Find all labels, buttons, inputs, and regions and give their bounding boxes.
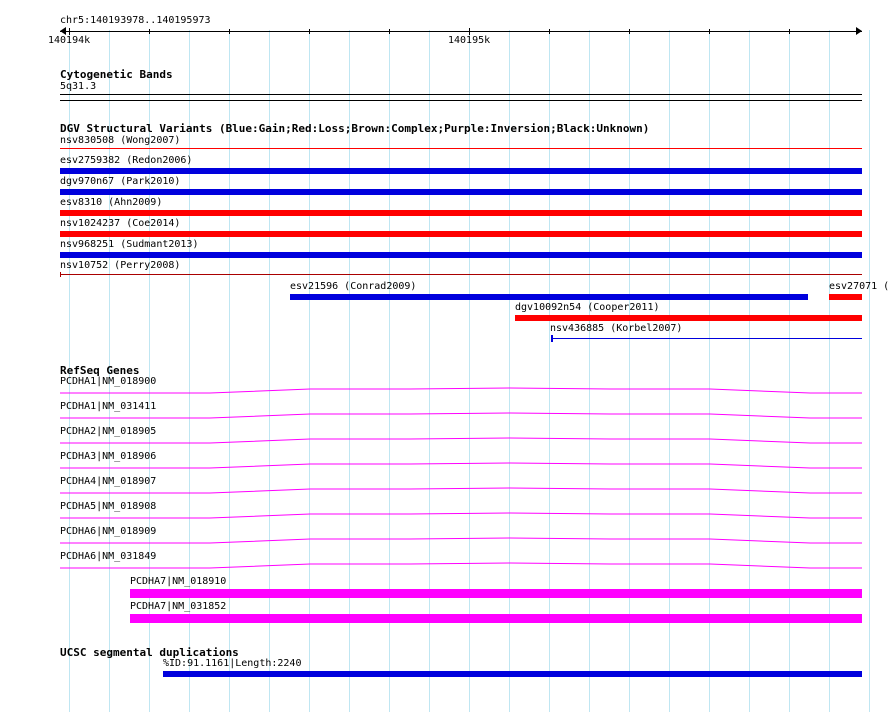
gene-intron-line[interactable] [60, 534, 862, 546]
cytoband-feature-top[interactable] [60, 94, 862, 95]
dgv-loss-feature[interactable] [60, 274, 862, 275]
dgv-loss-feature[interactable] [60, 148, 862, 149]
ruler-minor-tick [389, 29, 390, 34]
gene-intron-line[interactable] [60, 409, 862, 421]
dgv-gain-feature[interactable] [60, 189, 862, 195]
dgv-gain-feature[interactable] [551, 338, 862, 339]
dgv-feature-label: nsv968251 (Sudmant2013) [60, 239, 199, 250]
gene-label: PCDHA6|NM_031849 [60, 551, 157, 562]
gene-label: PCDHA2|NM_018905 [60, 426, 157, 437]
ruler-location: chr5:140193978..140195973 [60, 15, 211, 26]
cytobands-track-title: Cytogenetic Bands [60, 68, 173, 81]
dgv-loss-feature[interactable] [60, 231, 862, 237]
gene-intron-line[interactable] [60, 384, 862, 396]
ruler-mid-label: 140195k [448, 35, 491, 46]
grid-line [709, 30, 710, 712]
gene-label: PCDHA7|NM_031852 [130, 601, 227, 612]
ruler-major-tick [69, 28, 70, 35]
ruler-minor-tick [309, 29, 310, 34]
cytoband-label: 5q31.3 [60, 81, 97, 92]
gene-label: PCDHA6|NM_018909 [60, 526, 157, 537]
dgv-gain-feature[interactable] [60, 168, 862, 174]
dgv-feature-label: esv21596 (Conrad2009) [290, 281, 417, 292]
cytoband-feature-bottom[interactable] [60, 100, 862, 101]
dgv-feature-label: dgv970n67 (Park2010) [60, 176, 181, 187]
segdup-feature[interactable] [163, 671, 862, 677]
segdups-track-title: UCSC segmental duplications [60, 646, 239, 659]
ruler-line[interactable] [60, 31, 862, 32]
gene-intron-line[interactable] [60, 434, 862, 446]
ruler-minor-tick [149, 29, 150, 34]
dgv-feature-label: dgv10092n54 (Cooper2011) [515, 302, 660, 313]
gene-label: PCDHA7|NM_018910 [130, 576, 227, 587]
dgv-feature-label: esv8310 (Ahn2009) [60, 197, 163, 208]
grid-line [669, 30, 670, 712]
gene-label: PCDHA5|NM_018908 [60, 501, 157, 512]
gene-label: PCDHA1|NM_031411 [60, 401, 157, 412]
dgv-feature-endcap [60, 272, 61, 277]
gene-label: PCDHA1|NM_018900 [60, 376, 157, 387]
ruler-minor-tick [709, 29, 710, 34]
dgv-gain-feature[interactable] [60, 252, 862, 258]
ruler-minor-tick [229, 29, 230, 34]
dgv-feature-label: nsv1024237 (Coe2014) [60, 218, 181, 229]
ruler-major-tick [469, 28, 470, 35]
dgv-feature-label: nsv10752 (Perry2008) [60, 260, 181, 271]
refseq-track-title: RefSeq Genes [60, 364, 140, 377]
gene-intron-line[interactable] [60, 509, 862, 521]
gene-exon-block[interactable] [130, 589, 862, 598]
dgv-feature-label: esv27071 ( [829, 281, 890, 292]
grid-line [789, 30, 790, 712]
ruler-minor-tick [629, 29, 630, 34]
gene-intron-line[interactable] [60, 484, 862, 496]
ruler-right-arrow-icon[interactable] [856, 27, 862, 35]
gene-label: PCDHA3|NM_018906 [60, 451, 157, 462]
dgv-loss-feature[interactable] [515, 315, 862, 321]
grid-line [829, 30, 830, 712]
dgv-feature-label: esv2759382 (Redon2006) [60, 155, 193, 166]
dgv-loss-feature[interactable] [60, 210, 862, 216]
dgv-track-title: DGV Structural Variants (Blue:Gain;Red:Loss;Brown:Complex;Purple:Inversion;Black:Unknown) [60, 122, 650, 135]
gene-label: PCDHA4|NM_018907 [60, 476, 157, 487]
grid-line [869, 30, 870, 712]
segdup-feature-label: %ID:91.1161|Length:2240 [163, 658, 302, 669]
gene-intron-line[interactable] [60, 459, 862, 471]
gene-exon-block[interactable] [130, 614, 862, 623]
dgv-feature-endcap [551, 335, 553, 342]
ruler-left-arrow-icon[interactable] [60, 27, 66, 35]
grid-line [749, 30, 750, 712]
gene-intron-line[interactable] [60, 559, 862, 571]
dgv-loss-feature[interactable] [829, 294, 862, 300]
dgv-feature-label: nsv436885 (Korbel2007) [550, 323, 683, 334]
ruler-minor-tick [549, 29, 550, 34]
dgv-feature-label: nsv830508 (Wong2007) [60, 135, 181, 146]
ruler-minor-tick [789, 29, 790, 34]
dgv-gain-feature[interactable] [290, 294, 808, 300]
ruler-start-label: 140194k [48, 35, 91, 46]
